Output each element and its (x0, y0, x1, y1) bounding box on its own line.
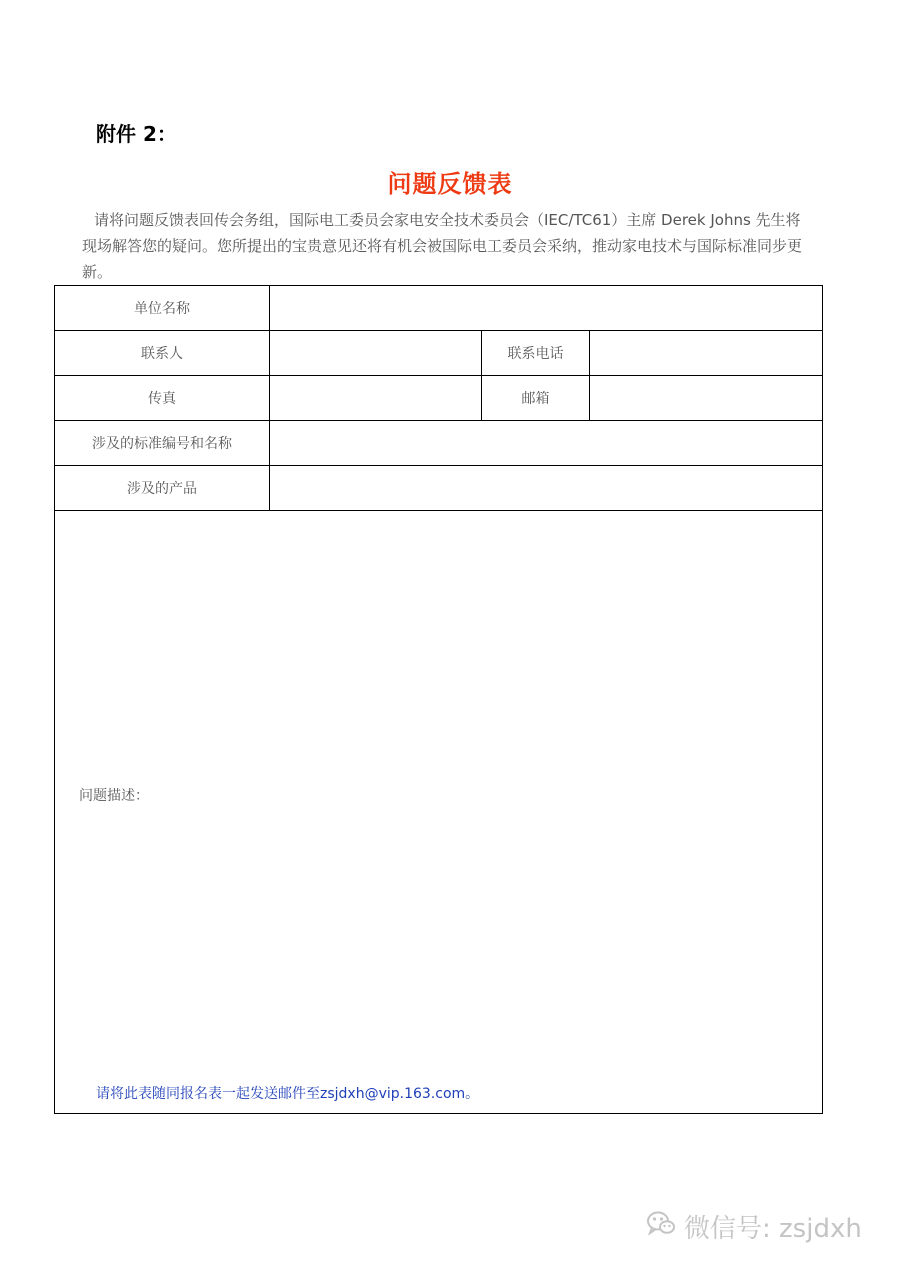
row-org-name (55, 286, 823, 331)
row-description (55, 511, 823, 1114)
row-standard (55, 421, 823, 466)
description-field[interactable] (55, 511, 823, 1114)
org-name-field[interactable] (270, 286, 823, 331)
attachment-label: 附件 2： (96, 122, 177, 146)
email-label: 邮箱 (482, 376, 590, 421)
footer-note: 请将此表随同报名表一起发送邮件至zsjdxh@vip.163.com。 (96, 1086, 480, 1102)
standard-label: 涉及的标准编号和名称 (55, 421, 270, 466)
watermark-text: 微信号: zsjdxh (684, 1214, 862, 1244)
watermark (646, 1208, 862, 1245)
contact-label: 联系人 (55, 331, 270, 376)
standard-field[interactable] (270, 421, 823, 466)
fax-label: 传真 (55, 376, 270, 421)
email-field[interactable] (590, 376, 823, 421)
page-title: 问题反馈表 (387, 170, 513, 198)
product-field[interactable] (270, 466, 823, 511)
description-label: 问题描述： (79, 788, 149, 804)
fax-field[interactable] (270, 376, 482, 421)
product-label: 涉及的产品 (55, 466, 270, 511)
phone-field[interactable] (590, 331, 823, 376)
phone-label: 联系电话 (482, 331, 590, 376)
feedback-form-table (54, 285, 823, 1114)
row-fax (55, 376, 823, 421)
wechat-icon (646, 1208, 676, 1245)
contact-field[interactable] (270, 331, 482, 376)
intro-paragraph: 请将问题反馈表回传会务组，国际电工委员会家电安全技术委员会（IEC/TC61）主席 Derek Johns 先生将现场解答您的疑问。您所提出的宝贵意见还将有机会被国际电工委员会采纳，推动家电技术与国际标准同步更新。 (82, 211, 803, 281)
row-contact (55, 331, 823, 376)
row-product (55, 466, 823, 511)
org-name-label: 单位名称 (55, 286, 270, 331)
